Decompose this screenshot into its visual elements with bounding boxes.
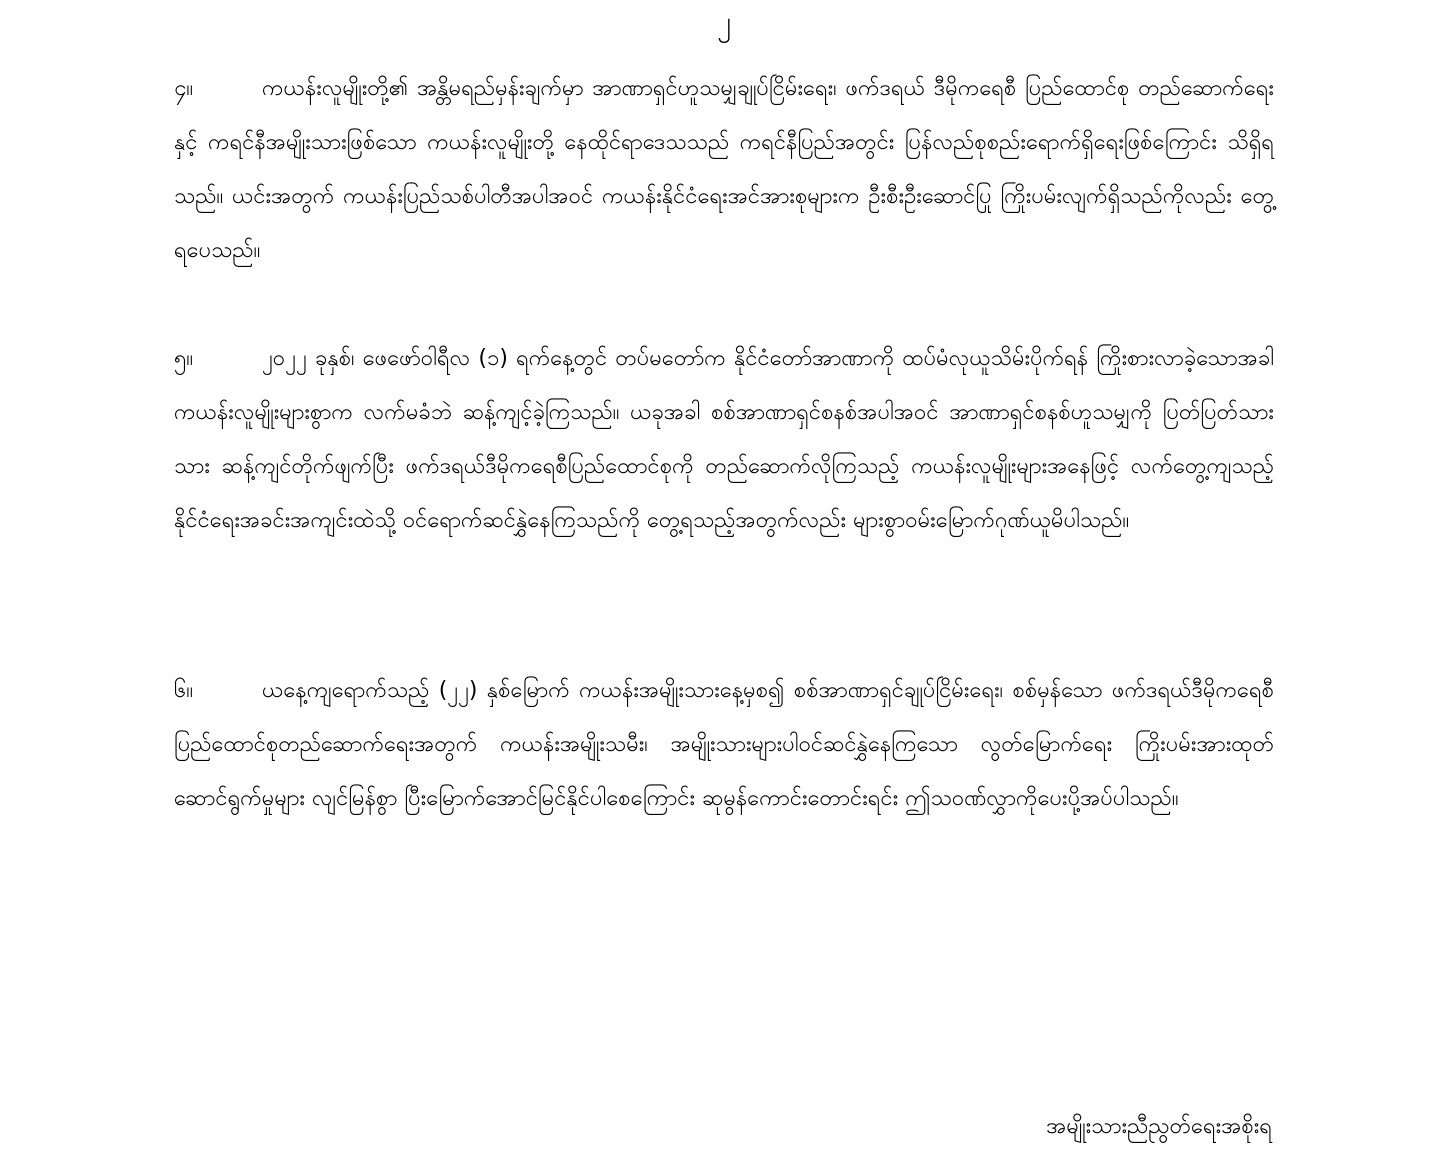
paragraph-4 (174, 62, 1274, 278)
paragraph-number: ၄။ (174, 76, 194, 101)
paragraph-number: ၅။ (174, 346, 194, 371)
signature: အမျိုးသားညီညွတ်ရေးအစိုးရ (1046, 1114, 1272, 1139)
paragraph-text: ယနေ့ကျရောက်သည့် (၂၂) နှစ်မြောက် ကယန်းအမျိုးသားနေ့မှစ၍ စစ်အာဏာရှင်ချုပ်ငြိမ်းရေး၊ စစ်မှန်သော ဖက်ဒရယ်ဒီမိုကရေစီ ပြည်ထောင်စုတည်ဆောက်ရေးအတွက် ကယန်းအမျိုးသမီး၊ အမျိုးသားများပါဝင်ဆင်နွှဲနေကြသော လွတ်မြောက်ရေး ကြိုးပမ်းအားထုတ်ဆောင်ရွက်မှုများ လျင်မြန်စွာ ပြီးမြောက်အောင်မြင်နိုင်ပါစေကြောင်း ဆုမွန်ကောင်းတောင်းရင်း ဤသဝဏ်လွှာကိုပေးပို့အပ်ပါသည်။ (174, 678, 1274, 811)
paragraph-text: ၂၀၂၂ ခုနှစ်၊ ဖေဖော်ဝါရီလ (၁) ရက်နေ့တွင် တပ်မတော်က နိုင်ငံတော်အာဏာကို ထပ်မံလုယူသိမ်းပိုက်ရန် ကြိုးစားလာခဲ့သောအခါ ကယန်းလူမျိုးများစွာက လက်မခံဘဲ ဆန့်ကျင့်ခဲ့ကြသည်။ ယခုအခါ စစ်အာဏာရှင်စနစ်အပါအဝင် အာဏာရှင်စနစ်ဟူသမျှကို ပြတ်ပြတ်သားသား ဆန့်ကျင်တိုက်ဖျက်ပြီး ဖက်ဒရယ်ဒီမိုကရေစီပြည်ထောင်စုကို တည်ဆောက်လိုကြသည့် ကယန်းလူမျိုးများအနေဖြင့် လက်တွေ့ကျသည့် နိုင်ငံရေးအခင်းအကျင်းထဲသို့ ဝင်ရောက်ဆင်နွှဲနေကြသည်ကို တွေ့ရသည့်အတွက်လည်း များစွာဝမ်းမြောက်ဂုဏ်ယူမိပါသည်။ (174, 346, 1274, 533)
paragraph-number: ၆။ (174, 678, 194, 703)
page-number: ၂ (717, 5, 731, 38)
paragraph-5 (174, 332, 1274, 548)
paragraph-text: ကယန်းလူမျိုးတို့၏ အန္တိမရည်မှန်းချက်မှာ အာဏာရှင်ဟူသမျှချုပ်ငြိမ်းရေး၊ ဖက်ဒရယ် ဒီမိုကရေစီ ပြည်ထောင်စု တည်ဆောက်ရေးနှင့် ကရင်နီအမျိုးသားဖြစ်သော ကယန်းလူမျိုးတို့ နေထိုင်ရာဒေသသည် ကရင်နီပြည်အတွင်း ပြန်လည်စုစည်းရောက်ရှိရေးဖြစ်ကြောင်း သိရှိရသည်။ ယင်းအတွက် ကယန်းပြည်သစ်ပါတီအပါအဝင် ကယန်းနိုင်ငံရေးအင်အားစုများက ဦးစီးဦးဆောင်ပြု ကြိုးပမ်းလျက်ရှိသည်ကိုလည်း တွေ့ရပေသည်။ (174, 76, 1274, 263)
paragraph-6 (174, 664, 1274, 826)
